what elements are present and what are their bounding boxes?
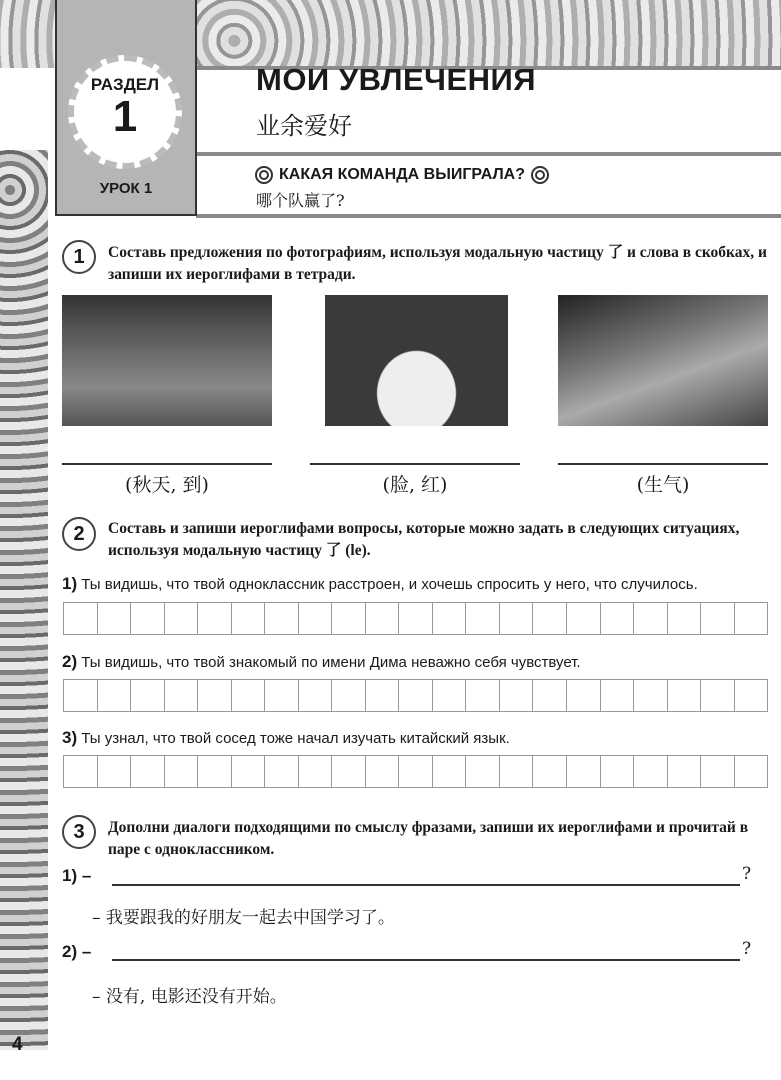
page-number: 4: [12, 1034, 23, 1055]
grid-cell[interactable]: [668, 679, 702, 712]
grid-cell[interactable]: [433, 755, 467, 788]
item-text: Ты видишь, что твой одноклассник расстроен, и хочешь спросить у него, что случилось.: [81, 576, 698, 593]
grid-cell[interactable]: [533, 679, 567, 712]
grid-cell[interactable]: [668, 602, 702, 635]
divider: [196, 214, 781, 218]
grid-cell[interactable]: [567, 679, 601, 712]
task-instruction: Составь и запиши иероглифами вопросы, которые можно задать в следующих ситуациях, используя модальную частицу 了 (le).: [108, 520, 740, 559]
grid-cell[interactable]: [332, 602, 366, 635]
grid-cell[interactable]: [601, 755, 635, 788]
item-number: 3): [62, 728, 78, 747]
grid-cell[interactable]: [601, 679, 635, 712]
question-mark: ?: [742, 864, 752, 884]
lesson-label: УРОК 1: [99, 180, 153, 197]
grid-cell[interactable]: [500, 602, 534, 635]
lesson-title-text: КАКАЯ КОМАНДА ВЫИГРАЛА?: [279, 166, 525, 183]
grid-cell[interactable]: [466, 755, 500, 788]
writing-grid[interactable]: [63, 602, 768, 635]
lesson-title-zh: 哪个队赢了?: [256, 191, 345, 210]
item-text: Ты видишь, что твой знакомый по имени Дима неважно себя чувствует.: [81, 654, 581, 671]
grid-cell[interactable]: [735, 679, 769, 712]
writing-grid[interactable]: [63, 755, 768, 788]
grid-cell[interactable]: [98, 679, 132, 712]
decorative-border: [0, 150, 48, 1050]
item-text: Ты узнал, что твой сосед тоже начал изучать китайский язык.: [81, 730, 510, 747]
lesson-title: [255, 166, 549, 184]
grid-cell[interactable]: [533, 755, 567, 788]
section-number: 1: [112, 92, 138, 141]
target-icon: [255, 166, 273, 184]
dialog-answer-line[interactable]: [112, 959, 740, 961]
grid-cell[interactable]: [299, 679, 333, 712]
photo-caption: (秋天, 到): [125, 474, 209, 496]
grid-cell[interactable]: [165, 602, 199, 635]
grid-cell[interactable]: [533, 602, 567, 635]
grid-cell[interactable]: [64, 755, 98, 788]
grid-cell[interactable]: [165, 755, 199, 788]
grid-cell[interactable]: [64, 602, 98, 635]
target-icon: [531, 166, 549, 184]
page-title: МОИ УВЛЕЧЕНИЯ: [256, 62, 537, 97]
park-bench-photo: [62, 295, 272, 426]
grid-cell[interactable]: [634, 602, 668, 635]
task-instruction: Составь предложения по фотографиям, используя модальную частицу 了 и слова в скобках, и запиши их иероглифами в тетради.: [108, 244, 767, 283]
grid-cell[interactable]: [433, 679, 467, 712]
grid-cell[interactable]: [198, 602, 232, 635]
task-number: 1: [62, 240, 96, 274]
grid-cell[interactable]: [366, 679, 400, 712]
grid-cell[interactable]: [399, 602, 433, 635]
grid-cell[interactable]: [433, 602, 467, 635]
grid-cell[interactable]: [131, 755, 165, 788]
grid-cell[interactable]: [98, 602, 132, 635]
grid-cell[interactable]: [299, 755, 333, 788]
section-label: РАЗДЕЛ: [90, 75, 160, 94]
task-number: 2: [62, 517, 96, 551]
grid-cell[interactable]: [634, 679, 668, 712]
grid-cell[interactable]: [500, 755, 534, 788]
grid-cell[interactable]: [366, 755, 400, 788]
question-mark: ?: [742, 939, 752, 959]
situation-item: [62, 652, 581, 672]
grid-cell[interactable]: [131, 679, 165, 712]
grid-cell[interactable]: [232, 602, 266, 635]
grid-cell[interactable]: [601, 602, 635, 635]
grid-cell[interactable]: [64, 679, 98, 712]
item-number: 2): [62, 652, 78, 671]
grid-cell[interactable]: [701, 755, 735, 788]
grid-cell[interactable]: [265, 755, 299, 788]
dialog-number: 2) –: [62, 942, 92, 961]
grid-cell[interactable]: [165, 679, 199, 712]
grid-cell[interactable]: [232, 679, 266, 712]
divider: [196, 152, 781, 156]
grid-cell[interactable]: [735, 602, 769, 635]
grid-cell[interactable]: [131, 602, 165, 635]
task-instruction: Дополни диалоги подходящими по смыслу фразами, запиши их иероглифами и прочитай в паре с одноклассником.: [108, 819, 749, 858]
dialog-reply: – 我要跟我的好朋友一起去中国学习了。: [92, 908, 395, 928]
grid-cell[interactable]: [567, 602, 601, 635]
situation-item: [62, 728, 510, 748]
grid-cell[interactable]: [299, 602, 333, 635]
situation-item: [62, 574, 698, 594]
writing-grid[interactable]: [63, 679, 768, 712]
grid-cell[interactable]: [500, 679, 534, 712]
photo-caption: (生气): [636, 474, 690, 496]
photo-caption: (脸, 红): [382, 474, 448, 496]
grid-cell[interactable]: [466, 602, 500, 635]
dialog-answer-line[interactable]: [112, 884, 740, 886]
upset-boy-photo: [325, 295, 508, 426]
dialog-reply: – 没有, 电影还没有开始。: [92, 987, 287, 1007]
grid-cell[interactable]: [366, 602, 400, 635]
answer-line[interactable]: [310, 463, 520, 465]
grid-cell[interactable]: [399, 755, 433, 788]
page-title-zh: 业余爱好: [256, 112, 352, 140]
item-number: 1): [62, 574, 78, 593]
grid-cell[interactable]: [265, 679, 299, 712]
grid-cell[interactable]: [332, 679, 366, 712]
grid-cell[interactable]: [701, 602, 735, 635]
answer-line[interactable]: [558, 463, 768, 465]
grid-cell[interactable]: [466, 679, 500, 712]
grid-cell[interactable]: [98, 755, 132, 788]
grid-cell[interactable]: [332, 755, 366, 788]
grid-cell[interactable]: [668, 755, 702, 788]
grid-cell[interactable]: [701, 679, 735, 712]
car-splash-photo: [558, 295, 768, 426]
grid-cell[interactable]: [265, 602, 299, 635]
grid-cell[interactable]: [634, 755, 668, 788]
grid-cell[interactable]: [735, 755, 769, 788]
section-badge: [68, 55, 182, 169]
grid-cell[interactable]: [232, 755, 266, 788]
dialog-number: 1) –: [62, 866, 92, 885]
grid-cell[interactable]: [399, 679, 433, 712]
task-number: 3: [62, 815, 96, 849]
answer-line[interactable]: [62, 463, 272, 465]
grid-cell[interactable]: [567, 755, 601, 788]
grid-cell[interactable]: [198, 679, 232, 712]
grid-cell[interactable]: [198, 755, 232, 788]
